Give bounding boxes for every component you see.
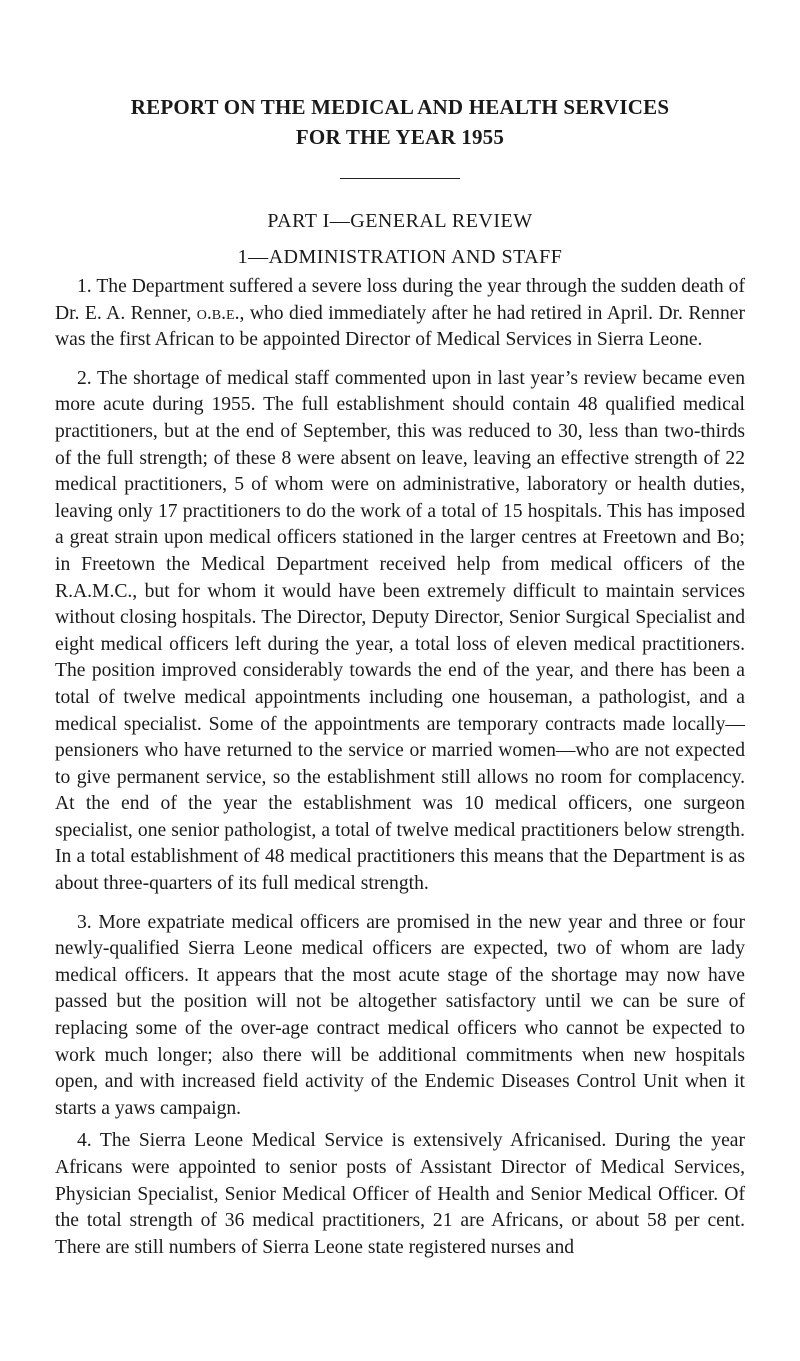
report-title-line-1: REPORT ON THE MEDICAL AND HEALTH SERVICES [130, 95, 670, 119]
paragraph-2: 2. The shortage of medical staff commented upon in last year’s review became even more acute during 1955. The full establishment should contain 48 qualified medical practitioners, but at the end of September, this was reduced to 30, less than two-thirds of the full strength; of these 8 were absent on leave, leaving an effective strength of 22 medical practitioners, 5 of whom were on administrative, laboratory or health duties, leaving only 17 practitioners to do the work of a total of 15 hospitals. This has imposed a great strain upon medical officers stationed in the larger centres at Freetown and Bo; in Freetown the Medical Department received help from medical officers of the R.A.M.C., but for whom it would have been extremely difficult to maintain services without closing hospitals. The Director, Deputy Director, Senior Surgical Specialist and eight medical officers left during the year, a total loss of eleven medical practitioners. The position improved considerably towards the end of the year, and there has been a total of twelve medical appointments including one houseman, a pathologist, and a medical specialist. Some of the appointments are temporary contracts made locally—pensioners who have returned to the service or married women—who are not expected to give permanent service, so the establishment still allows no room for complacency. At the end of the year the establishment was 10 medical officers, one surgeon specialist, one senior pathologist, a total of twelve medical practitioners below strength. In a total establishment of 48 medical practitioners this means that the Department is as about three-quarters of its full medical strength. [55, 367, 745, 895]
report-title-line-2: FOR THE YEAR 1955 [295, 125, 505, 149]
obe-abbreviation: o.b.e. [196, 302, 240, 324]
paragraph-4: 4. The Sierra Leone Medical Service is extensively Africanised. During the year Africans were appointed to senior posts of Assistant Director of Medical Services, Physician Specialist, Senior Medical Officer of Health and Senior Medical Officer. Of the total strength of 36 medical practitioners, 21 are Africans, or about 58 per cent. There are still numbers of Sierra Leone state registered nurses and [55, 1130, 745, 1258]
paragraph-1 [55, 274, 745, 354]
document-page [55, 92, 745, 1261]
paragraph-1-text-b: , who died immediately after he had retired in April. Dr. Renner was the first African to be appointed Director of Medical Services in Sierra Leone. [55, 302, 745, 351]
title-divider [340, 178, 460, 179]
paragraph-1-text-a: 1. The Department suffered a severe loss during the year through the sudden death of Dr. E. A. Renner, [55, 276, 745, 324]
paragraph-3: 3. More expatriate medical officers are promised in the new year and three or four newly-qualified Sierra Leone medical officers are expected, two of whom are lady medical officers. It appears that the most acute stage of the shortage may now have passed but the position will not be altogether satisfactory until we can be sure of replacing some of the over-age contract medical officers who cannot be expected to work much longer; also there will be additional commitments when new hospitals open, and with increased field activity of the Endemic Diseases Control Unit when it starts a yaws campaign. [55, 911, 745, 1119]
report-title [55, 92, 745, 152]
section-heading: 1—ADMINISTRATION AND STAFF [237, 246, 563, 268]
part-heading: PART I—GENERAL REVIEW [267, 210, 533, 232]
